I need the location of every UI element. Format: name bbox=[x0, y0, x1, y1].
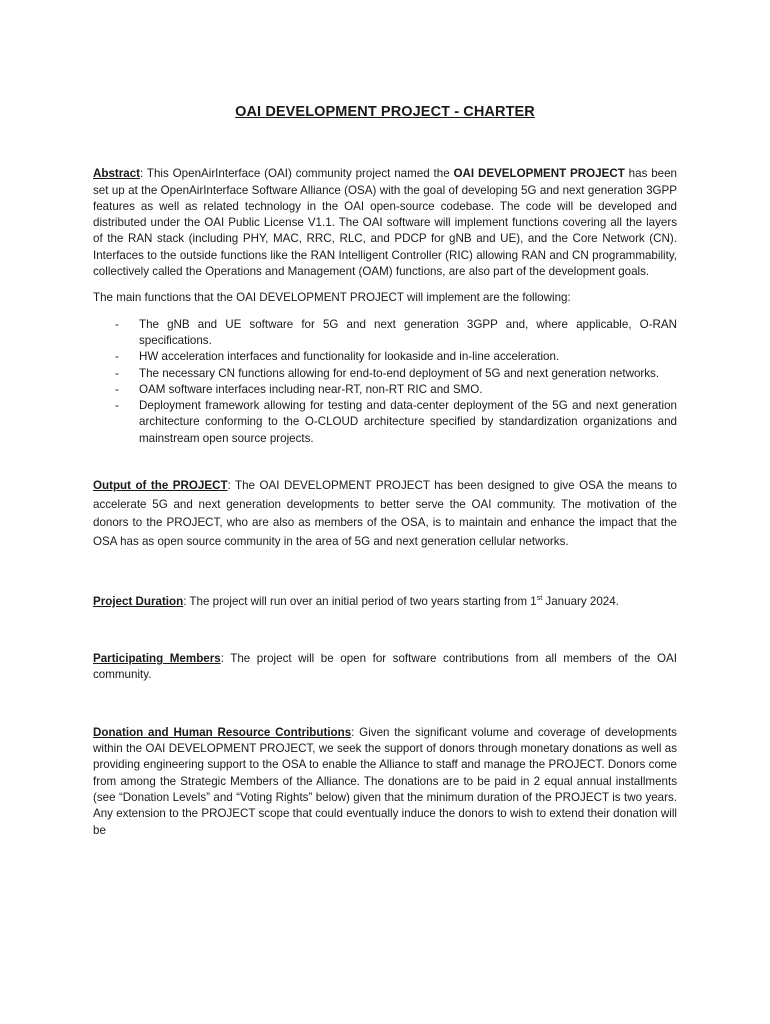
list-item-text: The necessary CN functions allowing for end-to-end deployment of 5G and next generation networks. bbox=[139, 366, 660, 380]
duration-text-after: January 2024. bbox=[542, 594, 619, 608]
list-item-text: HW acceleration interfaces and functionality for lookaside and in-line acceleration. bbox=[139, 350, 560, 364]
abstract-text-after: has been set up at the OpenAirInterface Software Alliance (OSA) with the goal of developing 5G and next generation 3GPP features as well as related technology in the OAI open-source codebase. The code will be developed and distributed under the OAI Public License V1.1. The OAI software will implement functions covering all the layers of the RAN stack (including PHY, MAC, RRC, RLC, and PDCP for gNB and UE), and the Core Network (CN). Interfaces to the outside functions like the RAN Intelligent Controller (RIC) allowing RAN and CN programmability, collectively called the Operations and Management (OAM) functions, are also part of the development goals. bbox=[93, 167, 678, 279]
output-heading: Output of the PROJECT bbox=[93, 479, 228, 493]
bullet-dash: - bbox=[115, 382, 119, 396]
donation-paragraph bbox=[93, 725, 677, 839]
abstract-heading: Abstract bbox=[93, 167, 141, 181]
list-item bbox=[93, 398, 677, 447]
list-item bbox=[93, 349, 677, 365]
list-item bbox=[93, 317, 677, 350]
bullet-dash: - bbox=[115, 317, 119, 331]
donation-heading: Donation and Human Resource Contributions bbox=[93, 725, 352, 739]
bullet-dash: - bbox=[115, 366, 119, 380]
list-item-text: OAM software interfaces including near-RT, non-RT RIC and SMO. bbox=[139, 382, 483, 396]
duration-heading: Project Duration bbox=[93, 594, 184, 608]
duration-superscript: st bbox=[536, 595, 543, 602]
bullet-dash: - bbox=[115, 350, 119, 364]
members-heading: Participating Members bbox=[93, 652, 221, 666]
project-name: OAI DEVELOPMENT PROJECT bbox=[453, 167, 625, 181]
functions-list bbox=[93, 317, 677, 447]
bullet-dash: - bbox=[115, 399, 119, 413]
donation-text: : Given the significant volume and coverage of developments within the OAI DEVELOPMENT PROJECT, we seek the support of donors through monetary donations as well as providing engineering support to the OSA to enable the Alliance to staff and manage the PROJECT. Donors come from among the Strategic Members of the Alliance. The donations are to be paid in 2 equal annual installments (see “Donation Levels” and “Voting Rights” below) given that the minimum duration of the PROJECT is two years. Any extension to the PROJECT scope that could eventually induce the donors to wish to extend their donation will be bbox=[93, 725, 677, 837]
members-paragraph bbox=[93, 651, 677, 684]
duration-text-before: : The project will run over an initial period of two years starting from 1 bbox=[183, 594, 537, 608]
members-text: : The project will be open for software contributions from all members of the OAI community. bbox=[93, 652, 677, 682]
abstract-text-before: : This OpenAirInterface (OAI) community project named the bbox=[140, 167, 454, 181]
document-title: OAI DEVELOPMENT PROJECT - CHARTER bbox=[235, 104, 535, 120]
document-page bbox=[93, 96, 677, 839]
list-item-text: Deployment framework allowing for testing and data-center deployment of the 5G and next generation architecture conforming to the O-CLOUD architecture specified by standardization organizations and mainstream open source projects. bbox=[139, 399, 677, 445]
abstract-paragraph bbox=[93, 166, 677, 280]
list-item bbox=[93, 382, 677, 398]
list-item-text: The gNB and UE software for 5G and next generation 3GPP and, where applicable, O-RAN specifications. bbox=[139, 317, 677, 347]
output-paragraph bbox=[93, 477, 677, 552]
output-text: : The OAI DEVELOPMENT PROJECT has been designed to give OSA the means to accelerate 5G and next generation developments to better serve the OAI community. The motivation of the donors to the PROJECT, who are also as members of the OSA, is to maintain and enhance the impact that the OSA has as open source community in the area of 5G and next generation cellular networks. bbox=[93, 479, 677, 549]
list-item bbox=[93, 366, 677, 382]
functions-intro: The main functions that the OAI DEVELOPMENT PROJECT will implement are the following: bbox=[93, 291, 571, 305]
duration-paragraph bbox=[93, 594, 677, 610]
